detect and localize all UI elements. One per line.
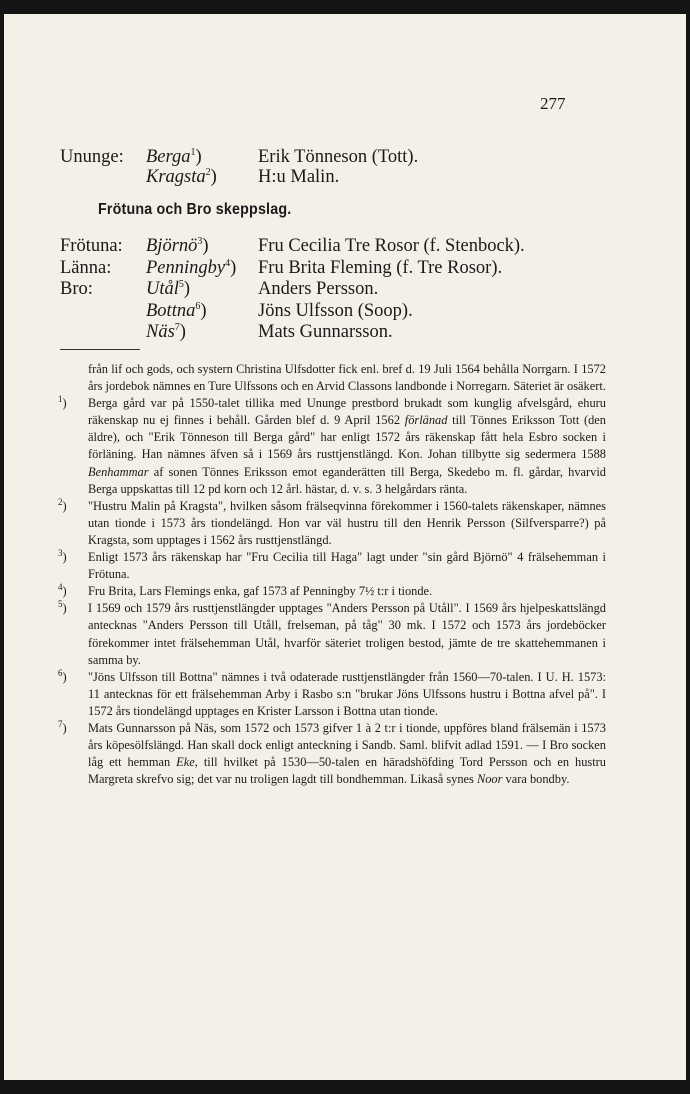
section-heading: Frötuna och Bro skeppslag. (98, 201, 292, 218)
estate-name: Näs$^7$) (146, 322, 186, 342)
footnote-7: $^7$) Mats Gunnarsson på Näs, som 1572 och 1573 gifver 1 à 2 t:r i tionde, uppföres bland frälsemän i 1573 års köpesölfslängd. Han skall dock enligt anteckning i Sandb. Saml. blifvit adlad 1591. — I Bro socken låg ett hemman Eke, till hvilket på 1530—50-talen en häradshöfding Tord Persson och en hustru Margreta skrefvo sig; det var nu troligen lagdt till bondhemman. Likaså synes Noor vara bondby. (58, 718, 606, 787)
footnote-1: $^1$) Berga gård var på 1550-talet tillika med Ununge prestbord brukadt som kunglig afvelsgård, ehuru räkenskap nu ej finnes i behåll. Gården blef d. 9 April 1562 förlänad till Tönnes Eriksson Tott (den äldre), och "Erik Tönneson till Berga gård" har enligt 1572 års räkenskap fått hela Esbro socken i förläning. Han nämnes äfven så i 1569 års rusttjenstlängd. Kon. Johan tillbytte sig sedermera 1588 Benhammar af sonen Tönnes Eriksson emot eganderätten till Berga, Skedebo m. fl. gårdar, hvarvid Berga uppskattas till 12 pd korn och 12 årl. hästar, d. v. s. 3 helgårdars ränta. (58, 394, 606, 496)
footnote-mark: $^1$) (58, 394, 67, 411)
estate-name: Penningby$^4$) (146, 258, 237, 278)
footnote-mark: $^3$) (58, 548, 67, 565)
owner-name: Fru Brita Fleming (f. Tre Rosor). (258, 258, 503, 278)
footnote-3: $^3$) Enligt 1573 års räkenskap har "Fru Cecilia till Haga" lagt under "sin gård Björnö" 4 frälsehemman i Frötuna. (58, 548, 606, 582)
footnote-mark: $^7$) (58, 718, 67, 735)
parish-label: Länna: (60, 258, 112, 278)
estate-name: Bottna$^6$) (146, 301, 207, 321)
estate-name: Björnö$^3$) (146, 236, 209, 256)
page-number: 277 (540, 94, 566, 113)
footnote-divider (60, 349, 140, 350)
owner-name: Fru Cecilia Tre Rosor (f. Stenbock). (258, 236, 525, 256)
footnotes (58, 361, 606, 788)
footnote-mark: $^5$) (58, 599, 67, 616)
parish-label: Bro: (60, 279, 93, 299)
owner-name: Erik Tönneson (Tott). (258, 147, 419, 167)
estate-name: Utål$^5$) (146, 279, 191, 299)
footnote-6: $^6$) "Jöns Ulfsson till Bottna" nämnes i två odaterade rusttjenstlängder från 1560—70-talen. I U. H. 1573: 11 antecknas för ett frälsehemman Arby i Rasbo s:n "brukar Jöns Ulfssons hustru i Bottna afvel på". I 1572 års tiondelängd upptages en Krister Larsson i Bottna utan tionde. (58, 667, 606, 718)
footnote-4: $^4$) Fru Brita, Lars Flemings enka, gaf 1573 af Penningby 7½ t:r i tionde. (58, 583, 606, 600)
footnote-mark: $^6$) (58, 667, 67, 684)
parish-label: Ununge: (60, 147, 124, 167)
estate-name: Kragsta$^2$) (146, 167, 217, 187)
owner-name: Jöns Ulfsson (Soop). (258, 301, 413, 321)
footnote-continuation: från lif och gods, och systern Christina Ulfsdotter fick enl. bref d. 19 Juli 1564 behålla Norrgarn. I 1572 års jordebok nämnes en Ture Ulfssons och en Arvid Classons landbonde i Norregarn. Säteriet är osäkert. (88, 362, 606, 394)
owner-name: H:u Malin. (258, 167, 340, 187)
owner-name: Anders Persson. (258, 279, 379, 299)
footnote-mark: $^4$) (58, 582, 67, 599)
footnote-5: $^5$) I 1569 och 1579 års rusttjenstlängder upptages "Anders Persson på Utåll". I 1569 års hjelpeskattslängd antecknas "Anders Persson till Utåll, frelseman, på tåg" 30 mk. I 1572 och 1573 års jordeböcker förekommer intet frälsehemman Utål, hvarför säteriet troligen bestod, jämte de tre skattehemmanen i samma by. (58, 599, 606, 667)
estate-name: Berga$^1$) (146, 147, 202, 167)
footnote-mark: $^2$) (58, 496, 67, 513)
parish-label: Frötuna: (60, 236, 123, 256)
book-page (4, 14, 686, 1080)
footnote-2: $^2$) "Hustru Malin på Kragsta", hvilken såsom frälseqvinna förekommer i 1560-talets räkenskaper, nämnes utan tionde i 1573 års tiondelängd. Hon var väl hustru till den Henrik Persson (Silfversparre?) på Kragsta, som upptages i 1562 års rusttjenstlängd. (58, 496, 606, 547)
owner-name: Mats Gunnarsson. (258, 322, 393, 342)
